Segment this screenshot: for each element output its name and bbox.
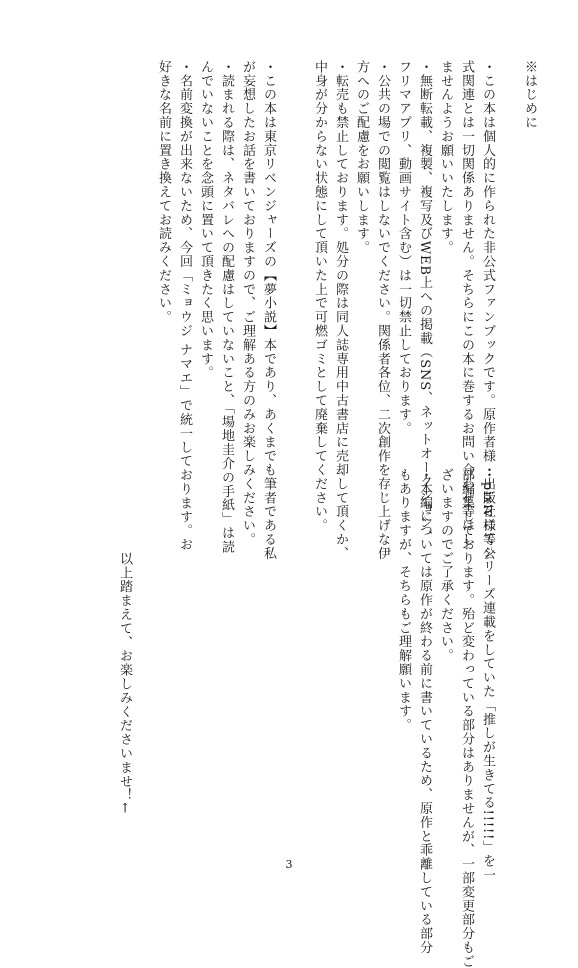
text-column: 中身が分からない状態にして頂いた上で可燃ゴミとして廃棄してください。 [312,60,327,533]
text-column: ・この本は東京リベンジャーズの【夢小説】本であり、あくまでも筆者である私 [261,60,276,561]
text-column: ・名前変換が出来ないため、今回「ミョウジ ナマエ」で統一しております。お [177,60,192,552]
text-column: 式関連とは一切関係ありません。そちらにこの本に巻するお問い合わせ等はし [459,60,474,547]
text-column: ・公共の場での閲覧はしないでください。関係者各位、二次創作を存じ上げな伊 [375,60,390,561]
text-column: ・転売も禁止しております。処分の際は同人誌専用中古書店に売却して頂くか、 [333,60,348,561]
text-column: ざいますのでご了承ください。 [438,468,453,663]
page-number: 3 [285,858,293,871]
text-column: ・無断転載、複製、複写及びWEB上への掲載（SNS、ネットオークション、 [417,60,432,544]
text-column: 部編集しております。殆ど変わっている部分はありませんが、一部変更部分もご [459,468,474,968]
text-column: ・この本は個人的に作られた非公式ファンブックです。原作者様・出版社様等公 [480,60,495,561]
foreword-heading: ※はじめに [522,60,537,130]
closing-remark: 以上踏まえて、お楽しみくださいませ！← [117,552,132,814]
text-column: ・本編については原作が終わる前に書いているため、原作と乖離している部分 [417,468,432,955]
text-column: もありますが、そちらもご理解願います。 [396,468,411,733]
text-column: ・pixivにてシリーズ連載をしていた「推しが生きてる!!!!!」を一 [480,468,495,882]
text-column: ませんようお願いいたします。 [438,60,453,255]
text-column: んでいないことを念頭に置いて頂きたく思います。 [198,60,213,380]
text-column: が妄想したお話を書いておりますので、ご理解ある方のみお楽しみください。 [240,60,255,547]
text-column: 方へのご配慮をお願いします。 [354,60,369,255]
text-column: フリマアプリ、動画サイト含む）は一切禁止しております。 [396,60,411,436]
text-column: ・読まれる際は、ネタバレへの配慮はしていないこと、「場地圭介の手紙」は読 [219,60,234,554]
text-column: 好きな名前に置き換えてお読みください。 [156,60,171,325]
